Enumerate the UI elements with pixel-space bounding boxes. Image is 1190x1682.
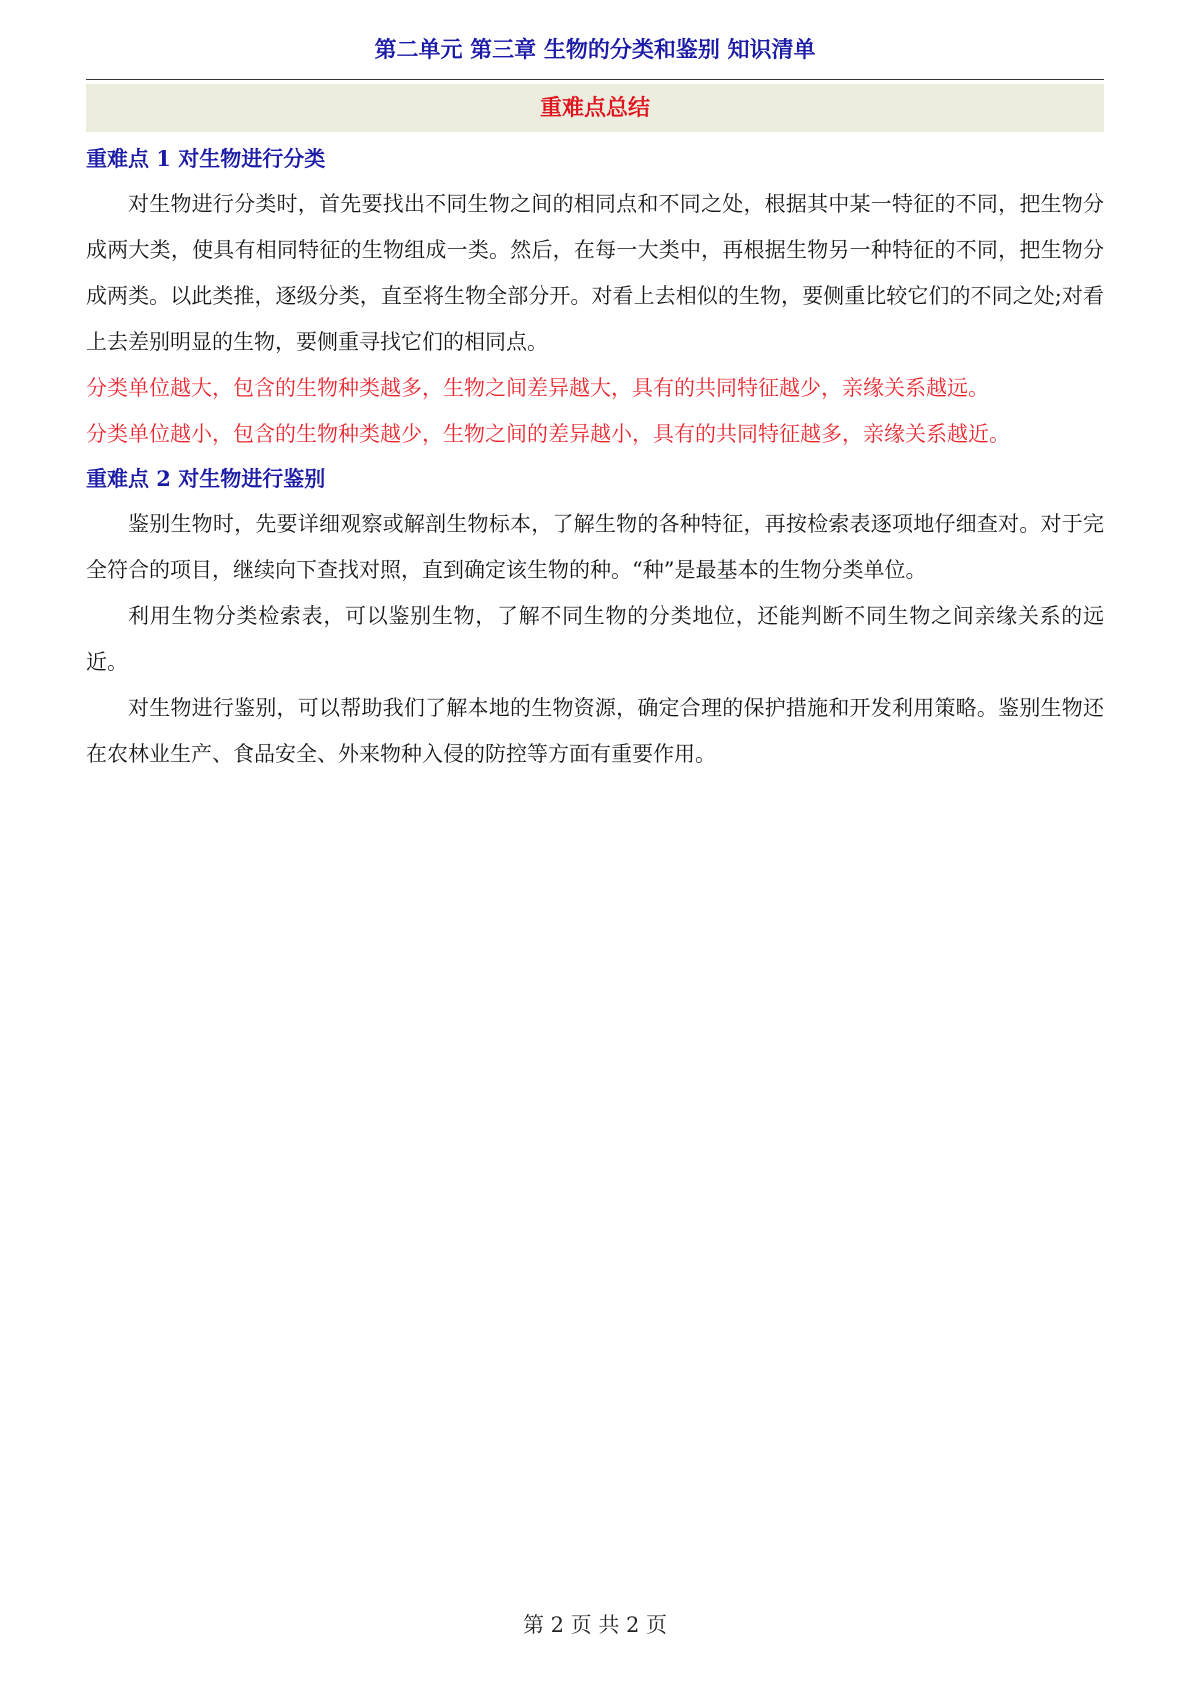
main-content: [86, 137, 1104, 777]
section-title: 重难点总结: [86, 84, 1104, 132]
point1-paragraph: 对生物进行分类时，首先要找出不同生物之间的相同点和不同之处，根据其中某一特征的不同，把生物分成两大类，使具有相同特征的生物组成一类。然后，在每一大类中，再根据生物另一种特征的不同，把生物分成两类。以此类推，逐级分类，直至将生物全部分开。对看上去相似的生物，要侧重比较它们的不同之处;对看上去差别明显的生物，要侧重寻找它们的相同点。: [86, 192, 1104, 354]
point2-paragraph-3: 对生物进行鉴别，可以帮助我们了解本地的生物资源，确定合理的保护措施和开发利用策略。鉴别生物还在农林业生产、食品安全、外来物种入侵的防控等方面有重要作用。: [86, 696, 1104, 766]
point2-paragraph-1: 鉴别生物时，先要详细观察或解剖生物标本，了解生物的各种特征，再按检索表逐项地仔细查对。对于完全符合的项目，继续向下查找对照，直到确定该生物的种。“种”是最基本的生物分类单位。: [86, 512, 1104, 582]
header-divider: [86, 79, 1104, 80]
point2-heading: 重难点 2 对生物进行鉴别: [86, 466, 326, 491]
page-footer: 第 2 页 共 2 页: [522, 1613, 668, 1637]
point1-highlight-1: 分类单位越大，包含的生物种类越多，生物之间差异越大，具有的共同特征越少，亲缘关系越远。: [86, 376, 989, 400]
point1-heading: 重难点 1 对生物进行分类: [86, 146, 326, 171]
point1-highlight-2: 分类单位越小，包含的生物种类越少，生物之间的差异越小，具有的共同特征越多，亲缘关系越近。: [86, 422, 1010, 446]
page-header-title: 第二单元 第三章 生物的分类和鉴别 知识清单: [374, 37, 816, 63]
point2-paragraph-2: 利用生物分类检索表，可以鉴别生物，了解不同生物的分类地位，还能判断不同生物之间亲缘关系的远近。: [86, 604, 1104, 674]
